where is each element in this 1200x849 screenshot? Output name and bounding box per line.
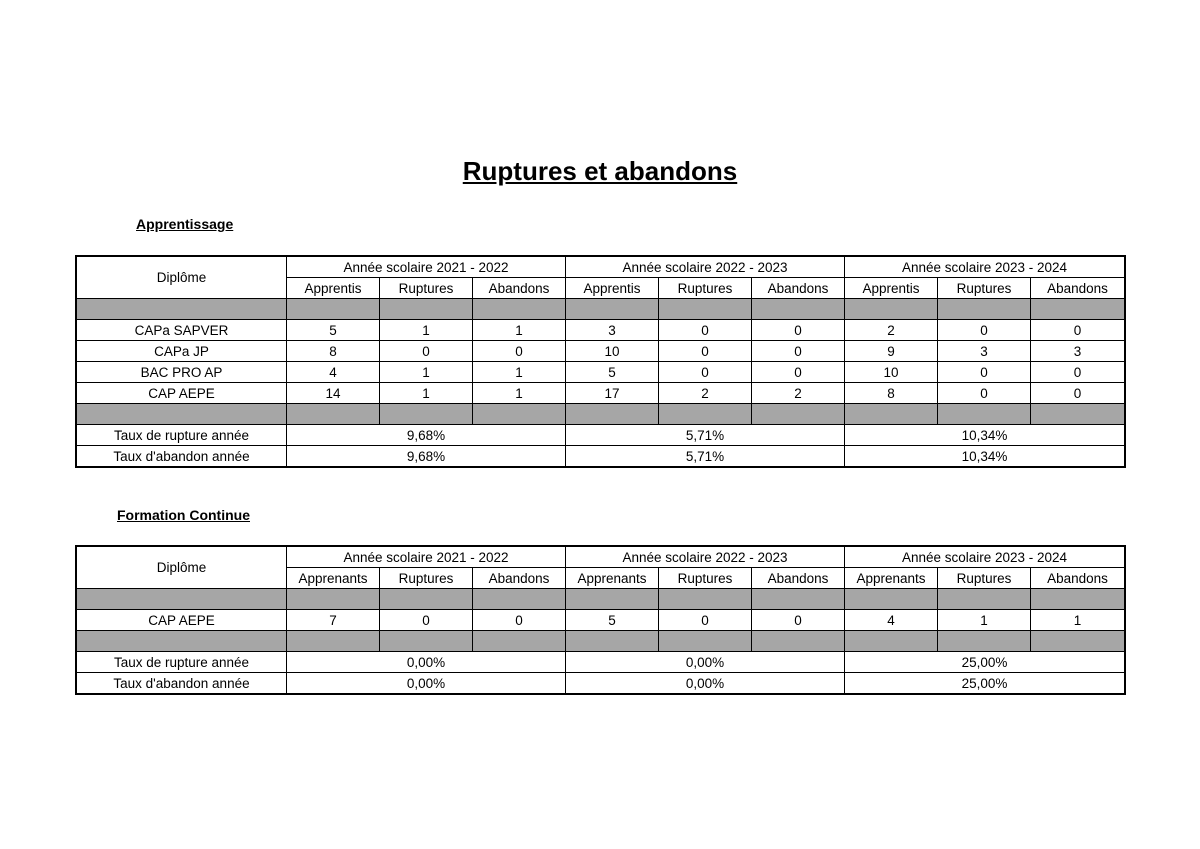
rupture-rate-value: 25,00% <box>845 652 1125 673</box>
subheader: Apprentis <box>566 278 659 299</box>
cell-value: 7 <box>287 610 380 631</box>
cell-value: 0 <box>752 362 845 383</box>
rupture-rate-label: Taux de rupture année <box>77 652 287 673</box>
subheader: Apprenants <box>566 568 659 589</box>
cell-value: 4 <box>287 362 380 383</box>
cell-value: 0 <box>752 341 845 362</box>
year-header: Année scolaire 2021 - 2022 <box>287 547 566 568</box>
rupture-rate-value: 0,00% <box>566 652 845 673</box>
subheader: Ruptures <box>938 568 1031 589</box>
gray-separator-row <box>77 404 1125 425</box>
cell-value: 0 <box>380 610 473 631</box>
abandon-rate-row <box>77 446 1125 467</box>
cell-value: 0 <box>659 320 752 341</box>
row-label: CAP AEPE <box>77 383 287 404</box>
rupture-rate-value: 0,00% <box>287 652 566 673</box>
cell-value: 1 <box>380 362 473 383</box>
section-heading-formation-continue: Formation Continue <box>117 507 250 523</box>
cell-value: 8 <box>287 341 380 362</box>
table-row <box>77 610 1125 631</box>
table-row <box>77 341 1125 362</box>
subheader: Apprentis <box>287 278 380 299</box>
gray-separator-row <box>77 299 1125 320</box>
cell-value: 5 <box>566 610 659 631</box>
cell-value: 1 <box>938 610 1031 631</box>
subheader: Apprenants <box>287 568 380 589</box>
year-header: Année scolaire 2022 - 2023 <box>566 547 845 568</box>
rupture-rate-label: Taux de rupture année <box>77 425 287 446</box>
diplome-header: Diplôme <box>77 547 287 589</box>
abandon-rate-value: 10,34% <box>845 446 1125 467</box>
cell-value: 2 <box>659 383 752 404</box>
header-row-years <box>77 257 1125 278</box>
cell-value: 8 <box>845 383 938 404</box>
cell-value: 1 <box>1031 610 1125 631</box>
rupture-rate-value: 10,34% <box>845 425 1125 446</box>
cell-value: 0 <box>938 383 1031 404</box>
subheader: Abandons <box>473 568 566 589</box>
cell-value: 14 <box>287 383 380 404</box>
abandon-rate-label: Taux d'abandon année <box>77 673 287 694</box>
cell-value: 0 <box>938 320 1031 341</box>
subheader: Apprentis <box>845 278 938 299</box>
header-row-years <box>77 547 1125 568</box>
abandon-rate-label: Taux d'abandon année <box>77 446 287 467</box>
gray-separator-row <box>77 631 1125 652</box>
subheader: Ruptures <box>380 568 473 589</box>
cell-value: 0 <box>752 610 845 631</box>
rupture-rate-value: 9,68% <box>287 425 566 446</box>
rupture-rate-row <box>77 425 1125 446</box>
cell-value: 4 <box>845 610 938 631</box>
subheader: Ruptures <box>938 278 1031 299</box>
cell-value: 9 <box>845 341 938 362</box>
abandon-rate-value: 9,68% <box>287 446 566 467</box>
subheader: Abandons <box>1031 278 1125 299</box>
cell-value: 3 <box>1031 341 1125 362</box>
cell-value: 0 <box>659 362 752 383</box>
subheader: Ruptures <box>380 278 473 299</box>
diplome-header: Diplôme <box>77 257 287 299</box>
cell-value: 1 <box>473 362 566 383</box>
cell-value: 2 <box>752 383 845 404</box>
cell-value: 5 <box>287 320 380 341</box>
cell-value: 1 <box>380 320 473 341</box>
row-label: CAPa JP <box>77 341 287 362</box>
cell-value: 1 <box>473 383 566 404</box>
rupture-rate-row <box>77 652 1125 673</box>
subheader: Ruptures <box>659 568 752 589</box>
year-header: Année scolaire 2023 - 2024 <box>845 547 1125 568</box>
cell-value: 10 <box>566 341 659 362</box>
cell-value: 1 <box>380 383 473 404</box>
cell-value: 3 <box>938 341 1031 362</box>
cell-value: 0 <box>938 362 1031 383</box>
abandon-rate-value: 0,00% <box>287 673 566 694</box>
abandon-rate-value: 0,00% <box>566 673 845 694</box>
cell-value: 0 <box>380 341 473 362</box>
cell-value: 0 <box>473 610 566 631</box>
subheader: Apprenants <box>845 568 938 589</box>
section-heading-apprentissage: Apprentissage <box>136 216 234 232</box>
cell-value: 2 <box>845 320 938 341</box>
subheader: Ruptures <box>659 278 752 299</box>
formation-continue-table <box>76 546 1125 694</box>
cell-value: 0 <box>659 341 752 362</box>
cell-value: 0 <box>752 320 845 341</box>
cell-value: 5 <box>566 362 659 383</box>
subheader: Abandons <box>1031 568 1125 589</box>
table-row <box>77 362 1125 383</box>
abandon-rate-row <box>77 673 1125 694</box>
table-row <box>77 383 1125 404</box>
cell-value: 0 <box>1031 320 1125 341</box>
page-title: Ruptures et abandons <box>462 156 738 186</box>
cell-value: 0 <box>473 341 566 362</box>
cell-value: 0 <box>1031 383 1125 404</box>
gray-separator-row <box>77 589 1125 610</box>
cell-value: 10 <box>845 362 938 383</box>
row-label: CAP AEPE <box>77 610 287 631</box>
apprentissage-table <box>76 256 1125 467</box>
year-header: Année scolaire 2021 - 2022 <box>287 257 566 278</box>
row-label: CAPa SAPVER <box>77 320 287 341</box>
table-row <box>77 320 1125 341</box>
cell-value: 0 <box>1031 362 1125 383</box>
abandon-rate-value: 25,00% <box>845 673 1125 694</box>
abandon-rate-value: 5,71% <box>566 446 845 467</box>
year-header: Année scolaire 2022 - 2023 <box>566 257 845 278</box>
cell-value: 17 <box>566 383 659 404</box>
cell-value: 0 <box>659 610 752 631</box>
year-header: Année scolaire 2023 - 2024 <box>845 257 1125 278</box>
subheader: Abandons <box>752 278 845 299</box>
cell-value: 3 <box>566 320 659 341</box>
row-label: BAC PRO AP <box>77 362 287 383</box>
cell-value: 1 <box>473 320 566 341</box>
subheader: Abandons <box>473 278 566 299</box>
subheader: Abandons <box>752 568 845 589</box>
rupture-rate-value: 5,71% <box>566 425 845 446</box>
